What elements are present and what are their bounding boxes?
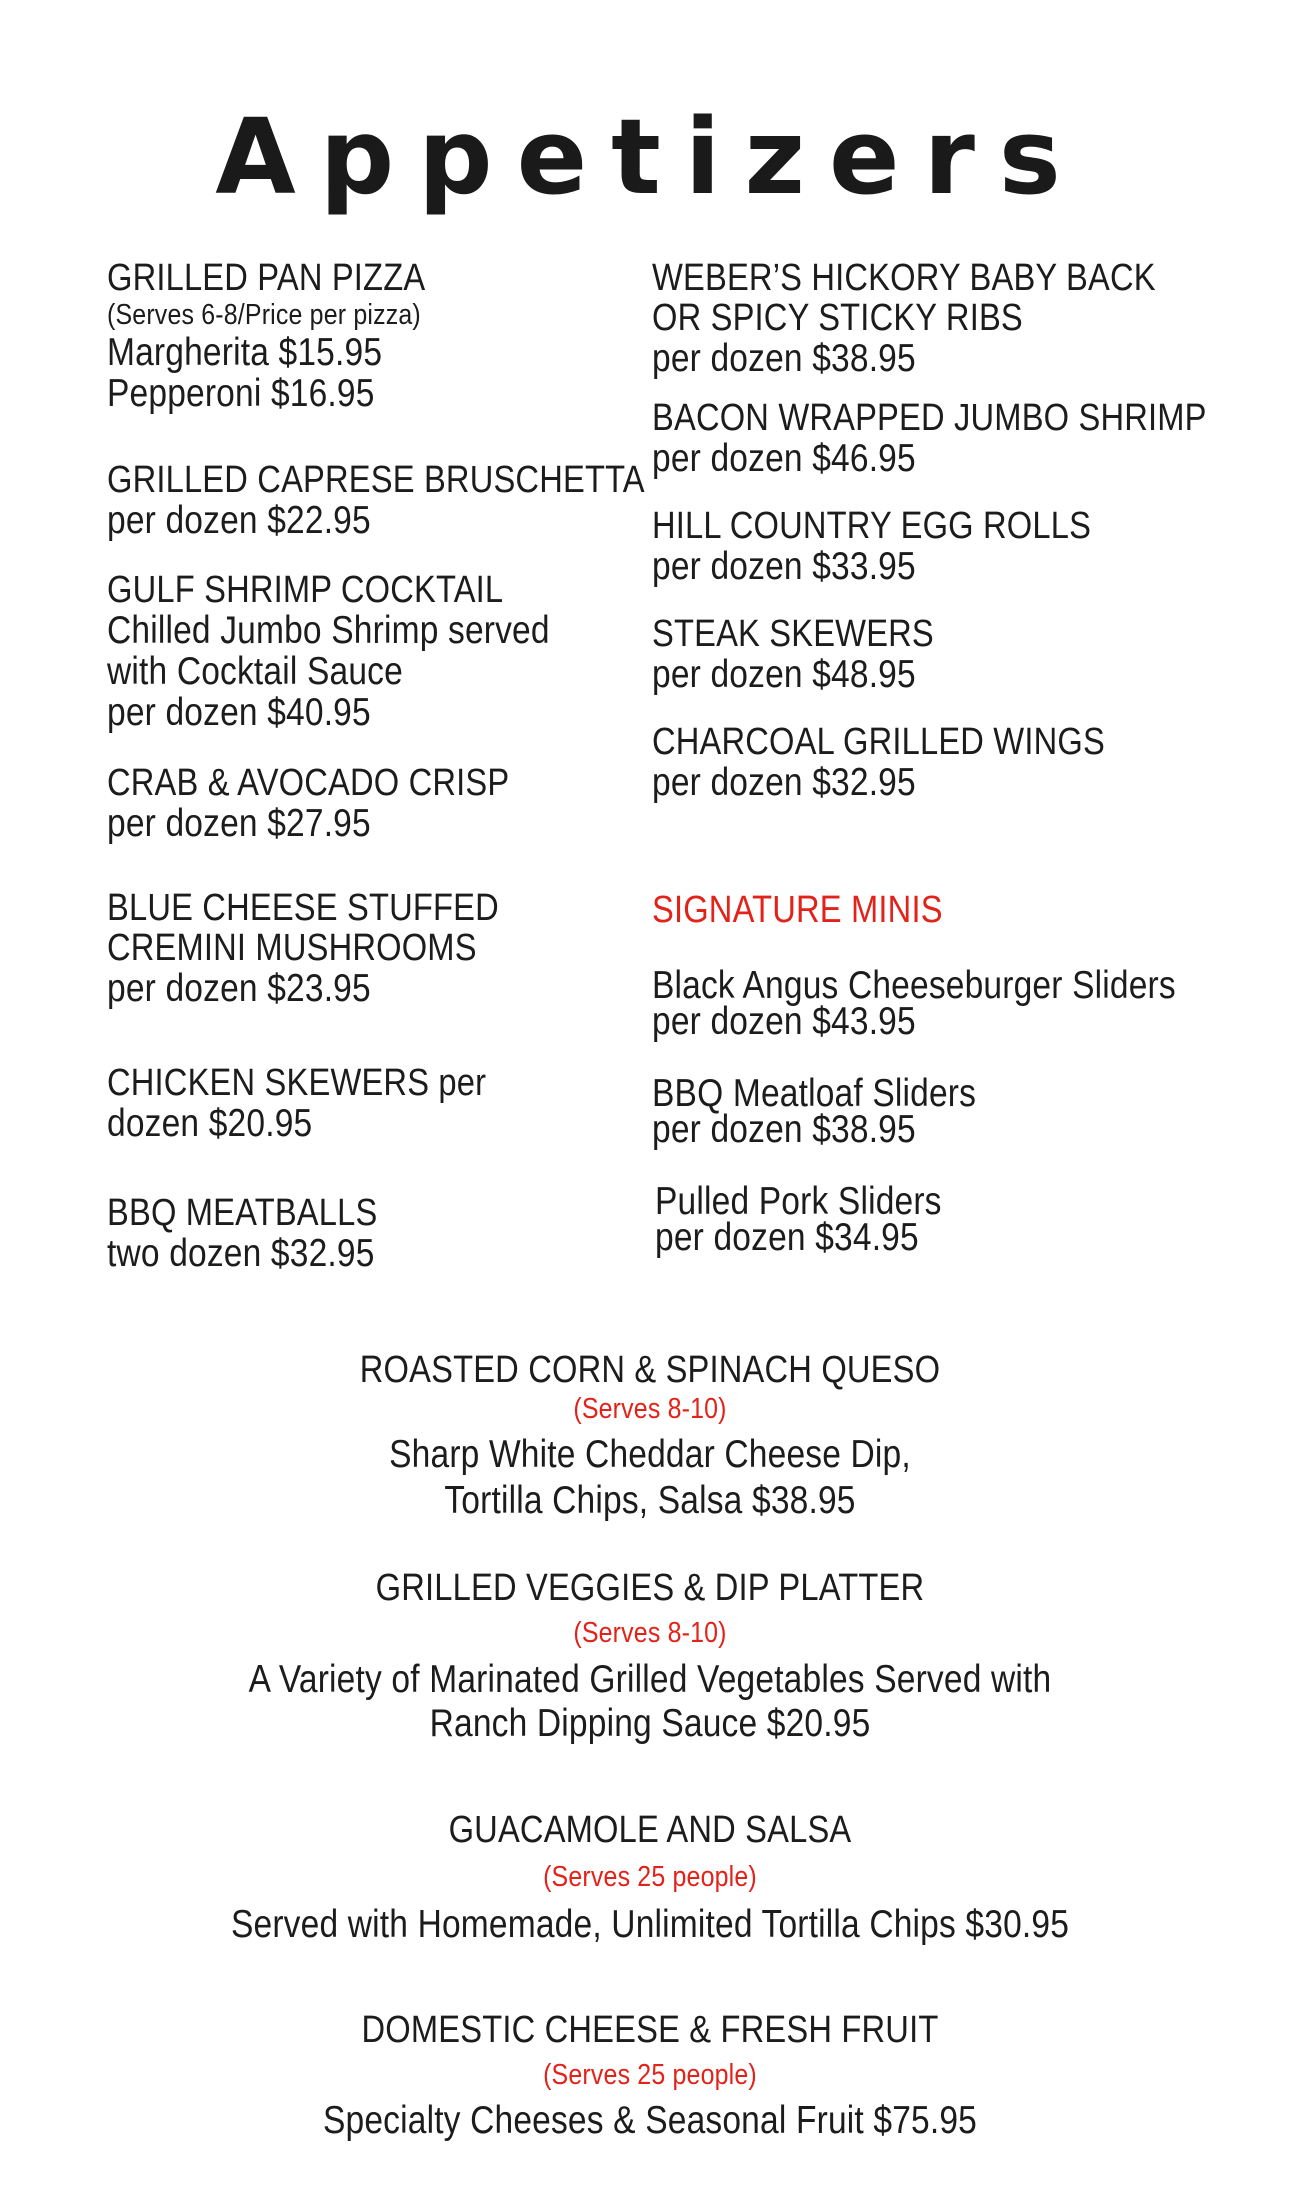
item-name: STEAK SKEWERS [652, 613, 934, 655]
item-name: BBQ Meatloaf Sliders [652, 1072, 977, 1115]
item-price-line: per dozen $32.95 [652, 761, 916, 804]
item-name: CRAB & AVOCADO CRISP [107, 762, 510, 804]
item-name: BBQ MEATBALLS [107, 1192, 378, 1234]
item-name: GRILLED VEGGIES & DIP PLATTER [375, 1567, 925, 1609]
platter-queso [0, 1350, 1300, 1524]
menu-item-bacon-wrapped-shrimp [652, 398, 1297, 479]
item-name: OR SPICY STICKY RIBS [652, 297, 1023, 339]
serves-note: (Serves 8-10) [573, 1617, 727, 1649]
menu-item-cheeseburger-sliders [652, 964, 1261, 1043]
menu-item-chicken-skewers [107, 1063, 548, 1144]
item-name: CHARCOAL GRILLED WINGS [652, 721, 1105, 763]
menu-item-caprese-bruschetta [107, 460, 732, 541]
menu-item-gulf-shrimp-cocktail [107, 570, 622, 733]
item-price-line: Margherita $15.95 [107, 331, 383, 374]
menu-item-steak-skewers [652, 614, 980, 695]
menu-item-meatloaf-sliders [652, 1072, 1029, 1151]
item-name: GRILLED PAN PIZZA [107, 257, 426, 299]
item-note: (Serves 6-8/Price per pizza) [107, 299, 421, 331]
signature-minis-heading [652, 890, 990, 930]
item-desc-line: with Cocktail Sauce [107, 650, 403, 693]
menu-item-pulled-pork-sliders [655, 1180, 988, 1259]
item-name: GUACAMOLE AND SALSA [448, 1809, 852, 1851]
item-price-line: Specialty Cheeses & Seasonal Fruit $75.95 [322, 2099, 978, 2142]
item-price-line: Ranch Dipping Sauce $20.95 [429, 1702, 871, 1745]
item-name: Black Angus Cheeseburger Sliders [652, 964, 1176, 1007]
menu-item-blue-cheese-mushrooms [107, 888, 563, 1009]
serves-note: (Serves 25 people) [543, 2059, 757, 2091]
item-price-line: Tortilla Chips, Salsa $38.95 [444, 1479, 856, 1522]
menu-item-grilled-pan-pizza [107, 258, 477, 414]
menu-item-weber-ribs [652, 258, 1238, 379]
item-price-line: per dozen $46.95 [652, 437, 916, 480]
item-price-line: two dozen $32.95 [107, 1232, 375, 1275]
item-price-line: per dozen $33.95 [652, 545, 916, 588]
page-title: Appetizers [215, 96, 1085, 218]
item-price-line: per dozen $48.95 [652, 653, 916, 696]
item-price-line: Served with Homemade, Unlimited Tortilla Chips $30.95 [230, 1903, 1070, 1946]
item-name: GULF SHRIMP COCKTAIL [107, 569, 504, 611]
item-price-line: per dozen $27.95 [107, 802, 371, 845]
item-price-line: Pepperoni $16.95 [107, 372, 375, 415]
menu-item-crab-avocado-crisp [107, 763, 575, 844]
item-name: CHICKEN SKEWERS per [107, 1062, 487, 1104]
item-price-line: per dozen $23.95 [107, 967, 371, 1010]
item-name: BLUE CHEESE STUFFED [107, 887, 499, 929]
item-price-line: per dozen $38.95 [652, 1108, 916, 1151]
item-desc-line: A Variety of Marinated Grilled Vegetables Served with [248, 1658, 1052, 1701]
item-name: WEBER’S HICKORY BABY BACK [652, 257, 1156, 299]
item-name: CREMINI MUSHROOMS [107, 927, 477, 969]
item-name: BACON WRAPPED JUMBO SHRIMP [652, 397, 1207, 439]
item-price-line: dozen $20.95 [107, 1102, 313, 1145]
item-price-line: per dozen $22.95 [107, 499, 371, 542]
item-name: Pulled Pork Sliders [655, 1180, 942, 1223]
section-heading: SIGNATURE MINIS [652, 889, 943, 931]
item-name: GRILLED CAPRESE BRUSCHETTA [107, 459, 645, 501]
platter-guacamole [0, 1810, 1300, 1945]
platter-cheese-fruit [0, 2010, 1300, 2141]
item-price-line: per dozen $34.95 [655, 1216, 919, 1259]
item-price-line: per dozen $43.95 [652, 1000, 916, 1043]
item-price-line: per dozen $38.95 [652, 337, 916, 380]
menu-item-grilled-wings [652, 722, 1179, 803]
item-name: HILL COUNTRY EGG ROLLS [652, 505, 1092, 547]
item-desc-line: Sharp White Cheddar Cheese Dip, [389, 1433, 911, 1476]
menu-item-egg-rolls [652, 506, 1163, 587]
serves-note: (Serves 8-10) [573, 1393, 727, 1425]
item-name: ROASTED CORN & SPINACH QUESO [359, 1349, 941, 1391]
menu-item-bbq-meatballs [107, 1193, 421, 1274]
platter-grilled-veggies [0, 1568, 1300, 1746]
serves-note: (Serves 25 people) [543, 1861, 757, 1893]
item-price-line: per dozen $40.95 [107, 691, 371, 734]
item-name: DOMESTIC CHEESE & FRESH FRUIT [361, 2009, 939, 2051]
item-desc-line: Chilled Jumbo Shrimp served [107, 609, 550, 652]
